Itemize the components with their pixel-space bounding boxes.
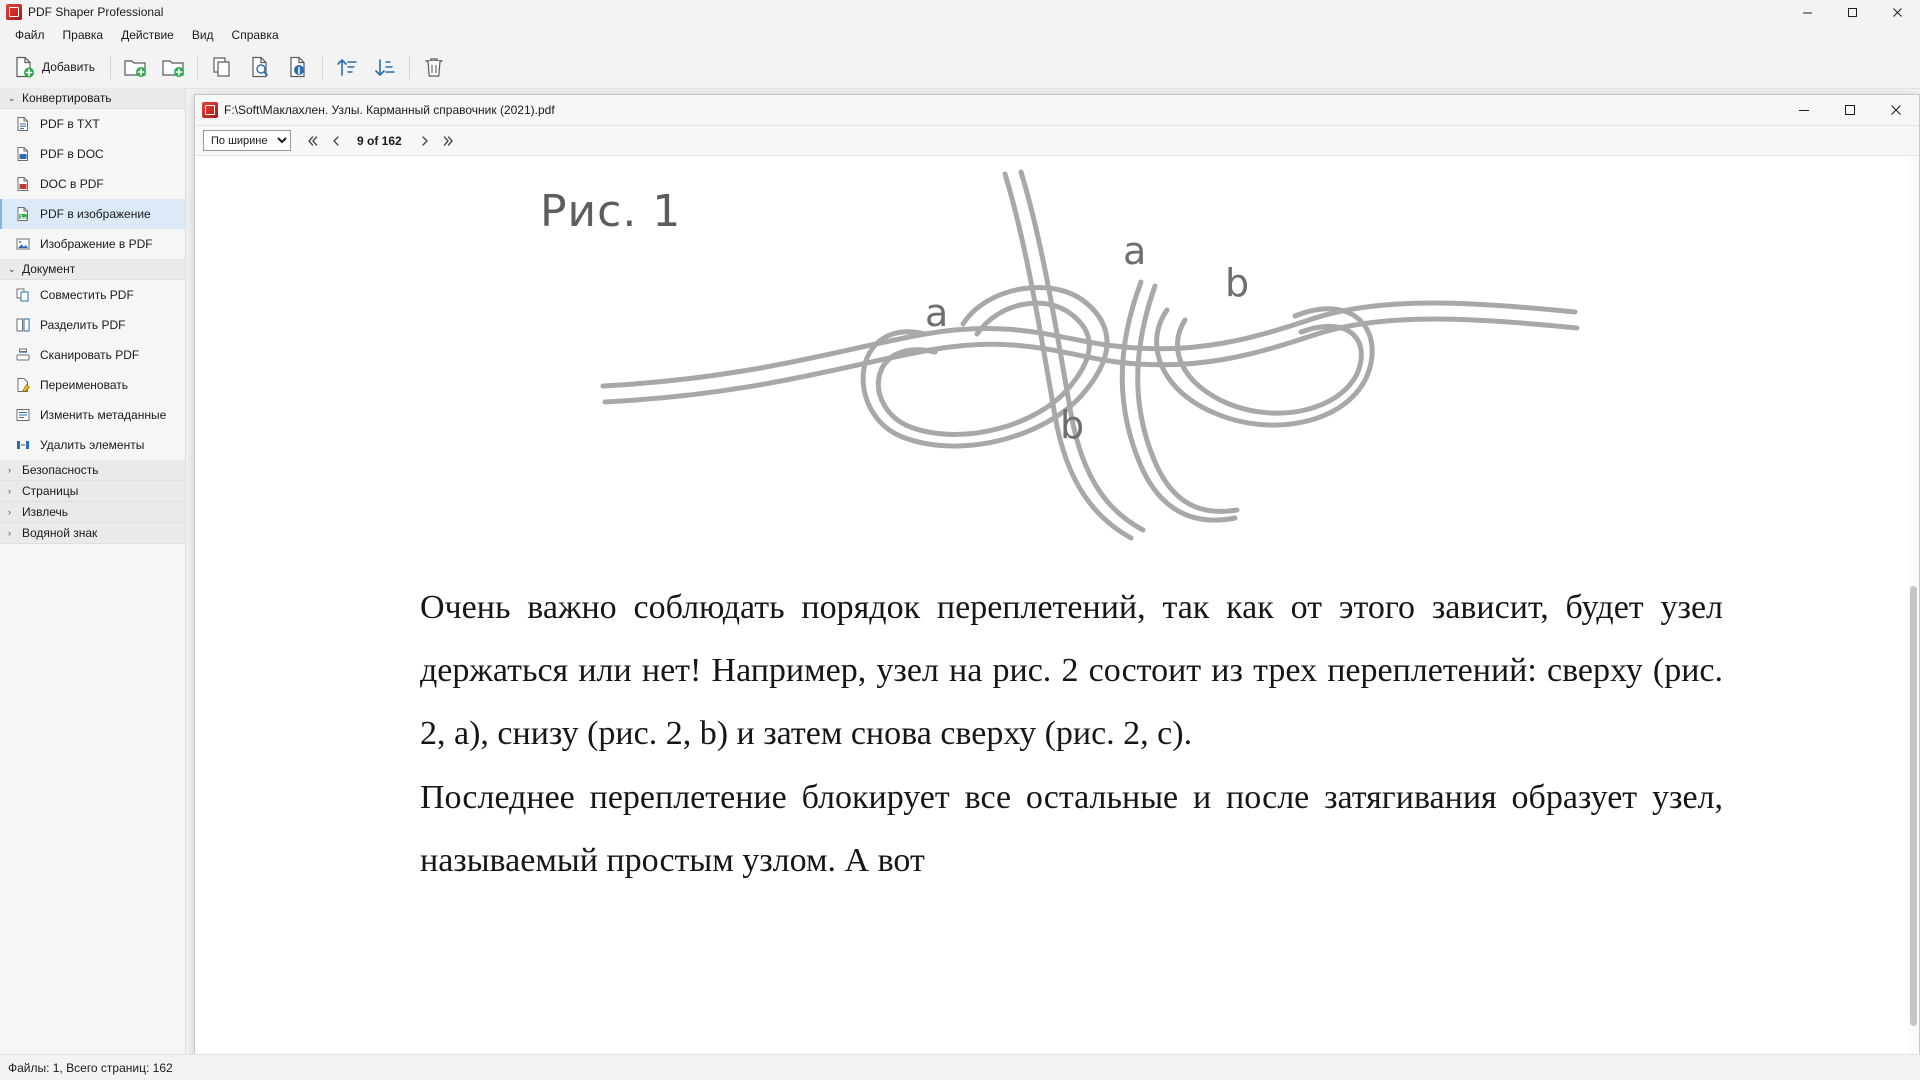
maximize-icon [1847,7,1858,18]
menu-edit[interactable]: Правка [62,28,104,42]
toolbar-separator-3 [322,55,323,79]
add-folder-button[interactable] [116,48,154,86]
last-page-button[interactable] [438,130,460,152]
properties-button[interactable] [279,48,317,86]
doc-to-pdf-icon [14,175,32,193]
group-security-header[interactable] [0,460,185,481]
sidebar-item-scan-pdf[interactable] [0,340,185,370]
image-to-pdf-icon [14,235,32,253]
chevron-right-icon [418,134,432,148]
chevron-left-icon [329,134,343,148]
sidebar-item-pdf-to-image[interactable] [0,199,185,229]
minimize-icon [1802,7,1813,18]
group-watermark-label: Водяной знак [22,526,98,540]
toolbar-separator-1 [110,55,111,79]
group-pages-label: Страницы [22,484,79,498]
chevron-right-icon: › [8,465,11,475]
knot-illustration [595,166,1715,566]
pdf-viewer-title-bar[interactable] [195,95,1919,126]
window-title: PDF Shaper Professional [28,5,164,19]
figure-marker-a-left: a [925,291,949,335]
copy-icon [210,55,234,79]
first-page-icon [305,134,319,148]
sidebar-item-label: PDF в DOC [40,147,104,161]
pdf-viewer-toolbar [195,126,1919,156]
zoom-select[interactable] [203,130,291,151]
merge-icon [14,286,32,304]
sidebar [0,88,186,1054]
sidebar-item-label: Разделить PDF [40,318,126,332]
sidebar-item-label: Изображение в PDF [40,237,153,251]
menu-action[interactable]: Действие [121,28,174,42]
sort-descending-icon [373,55,397,79]
add-files-label: Добавить [42,60,96,74]
sidebar-item-doc-to-pdf[interactable] [0,169,185,199]
first-page-button[interactable] [301,130,323,152]
close-icon [1892,7,1903,18]
add-files-button[interactable] [6,48,105,86]
close-icon [1890,104,1902,116]
group-pages-header[interactable] [0,481,185,502]
group-watermark-header[interactable] [0,523,185,544]
pdf-close-button[interactable] [1873,95,1919,125]
sidebar-item-label: DOC в PDF [40,177,104,191]
status-text: Файлы: 1, Всего страниц: 162 [8,1060,173,1075]
figure-knot-diagram [195,156,1903,576]
pdf-paragraph-2: Последнее переплетение блокирует все остальные и после затягивания образует узел, называемый простым узлом. А вот [420,778,1723,879]
pdf-paragraph-1: Очень важно соблюдать порядок переплетений, так как от этого зависит, будет узел держаться или нет! Например, узел на рис. 2 состоит из трех переплетений: сверху (рис. 2, a), снизу (рис. 2, b) и затем снова сверху (рис. 2, c). [420,589,1723,753]
trash-icon [422,55,446,79]
sidebar-item-label: Совместить PDF [40,288,134,302]
sidebar-item-split-pdf[interactable] [0,310,185,340]
toolbar-separator-4 [409,55,410,79]
add-folder-icon [123,55,147,79]
scanner-icon [14,346,32,364]
sidebar-item-label: PDF в TXT [40,117,100,131]
pdf-minimize-button[interactable] [1781,95,1827,125]
sort-asc-button[interactable] [328,48,366,86]
remove-elements-icon [14,436,32,454]
chevron-down-icon: ⌄ [8,92,16,103]
delete-button[interactable] [415,48,453,86]
chevron-right-icon: › [8,528,11,538]
group-extract-label: Извлечь [22,505,69,519]
pdf-to-image-icon [14,205,32,223]
sidebar-item-merge-pdf[interactable] [0,280,185,310]
title-bar [0,0,1920,24]
pdf-viewer-window [194,94,1920,1056]
sidebar-item-label: Удалить элементы [40,438,145,452]
sort-ascending-icon [335,55,359,79]
group-security-label: Безопасность [22,463,99,477]
last-page-icon [442,134,456,148]
previous-page-button[interactable] [325,130,347,152]
window-controls [1785,0,1920,24]
minimize-icon [1798,104,1810,116]
sidebar-item-pdf-to-doc[interactable] [0,139,185,169]
toolbar-separator-2 [197,55,198,79]
figure-caption: Рис. 1 [540,186,682,237]
menu-file[interactable]: Файл [15,28,45,42]
add-folder-recursive-icon [161,55,185,79]
pdf-file-icon [202,102,218,118]
pdf-page [195,156,1903,892]
pdf-to-doc-icon [14,145,32,163]
sidebar-item-label: Сканировать PDF [40,348,140,362]
maximize-button[interactable] [1830,0,1875,24]
sidebar-item-label: Изменить метаданные [40,408,167,422]
chevron-right-icon: › [8,486,11,496]
pdf-file-path: F:\Soft\Маклахлен. Узлы. Карманный справочник (2021).pdf [224,103,555,117]
figure-marker-a-top: a [1123,229,1147,273]
chevron-down-icon: ⌄ [8,263,16,274]
split-icon [14,316,32,334]
group-document-label: Документ [22,262,76,276]
close-button[interactable] [1875,0,1920,24]
page-indicator: 9 of 162 [357,133,402,148]
sidebar-item-image-to-pdf[interactable] [0,229,185,259]
metadata-icon [14,406,32,424]
pdf-maximize-button[interactable] [1827,95,1873,125]
menu-help[interactable]: Справка [231,28,279,42]
minimize-button[interactable] [1785,0,1830,24]
preview-button[interactable] [241,48,279,86]
add-document-icon [12,55,36,79]
pdf-to-txt-icon [14,115,32,133]
main-toolbar [0,46,1920,89]
menu-view[interactable]: Вид [191,28,214,42]
pdf-page-area[interactable] [195,156,1919,1055]
sidebar-item-pdf-to-txt[interactable] [0,109,185,139]
sidebar-item-label: PDF в изображение [40,207,151,221]
chevron-right-icon: › [8,507,11,517]
menu-bar [0,24,1920,46]
maximize-icon [1844,104,1856,116]
info-document-icon [286,55,310,79]
pdf-body-text [195,576,1903,892]
pdf-window-controls [1781,95,1919,125]
pdf-vertical-scrollbar[interactable] [1908,156,1919,1055]
status-bar [0,1054,1920,1080]
figure-marker-b-right: b [1225,261,1250,305]
add-folder-alt-button[interactable] [154,48,192,86]
rename-icon [14,376,32,394]
sidebar-item-rename[interactable] [0,370,185,400]
sidebar-item-label: Переименовать [40,378,128,392]
figure-marker-b-bottom: b [1060,403,1085,447]
sidebar-item-metadata[interactable] [0,400,185,430]
group-extract-header[interactable] [0,502,185,523]
group-convert-label: Конвертировать [22,91,112,105]
next-page-button[interactable] [414,130,436,152]
pdf-scrollbar-thumb[interactable] [1910,586,1917,1026]
pdf-app-icon [6,4,22,20]
group-convert-header[interactable] [0,88,185,109]
preview-icon [248,55,272,79]
sort-desc-button[interactable] [366,48,404,86]
copy-button[interactable] [203,48,241,86]
sidebar-item-remove-elements[interactable] [0,430,185,460]
group-document-header[interactable] [0,259,185,280]
